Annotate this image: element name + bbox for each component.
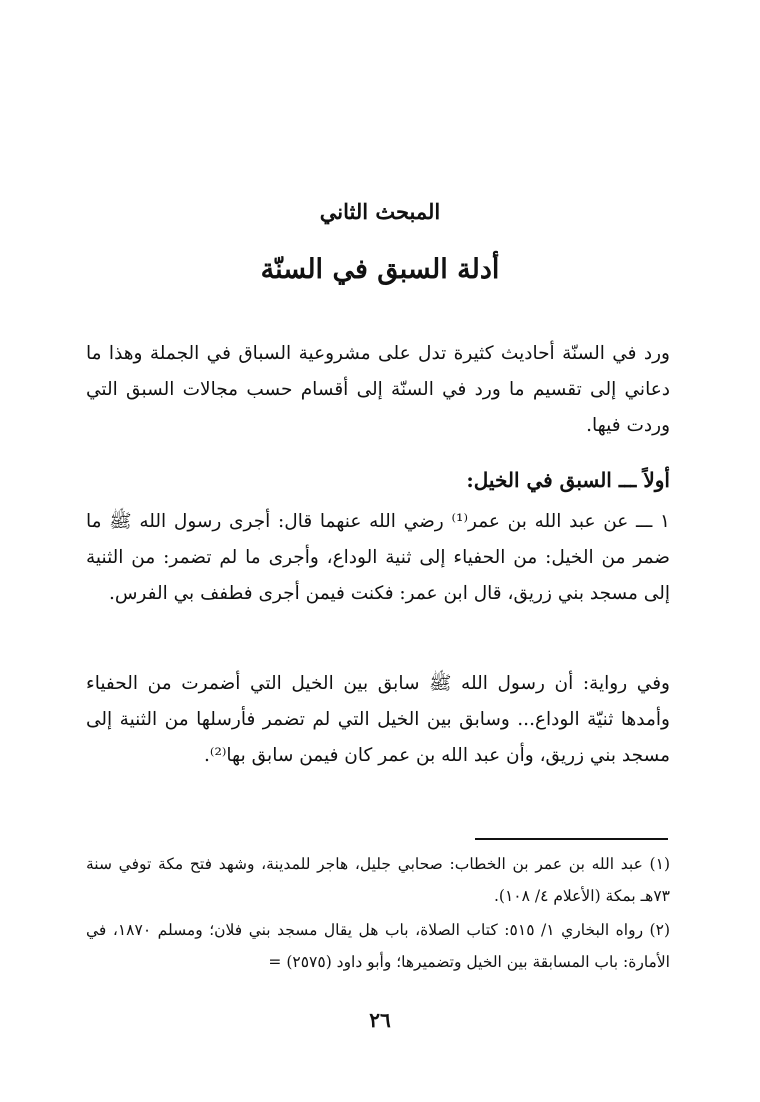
chapter-title: أدلة السبق في السنّة (260, 254, 500, 285)
section-heading: أولاً ـــ السبق في الخيل: (466, 468, 670, 492)
intro-paragraph: ورد في السنّة أحاديث كثيرة تدل على مشروعية السباق في الجملة وهذا ما دعاني إلى تقسيم ما ورد في السنّة إلى أقسام حسب مجالات السبق التي وردت فيها. (86, 343, 670, 436)
riwaya-paragraph: وفي رواية: أن رسول الله ﷺ سابق بين الخيل التي أضمرت من الحفياء وأمدها ثنيّة الوداع... وسابق بين الخيل التي لم تضمر فأرسلها من الثنية إلى مسجد بني زريق، وأن عبد الله بن عمر كان فيمن سابق بها⁽²⁾. (86, 673, 670, 766)
chapter-label: المبحث الثاني (319, 199, 441, 224)
page-number: ٢٦ (369, 1008, 391, 1032)
footnote-1: (١) عبد الله بن عمر بن الخطاب: صحابي جليل، هاجر للمدينة، وشهد فتح مكة توفي سنة ٧٣هـ بمكة (الأعلام ٤/ ١٠٨). (86, 855, 670, 905)
footnote-2: (٢) رواه البخاري ١/ ٥١٥: كتاب الصلاة، باب هل يقال مسجد بني فلان؛ ومسلم ١٨٧٠، في الأمارة: باب المسابقة بين الخيل وتضميرها؛ وأبو داود (٢٥٧٥) = (86, 921, 670, 971)
hadith-paragraph: ١ ـــ عن عبد الله بن عمر⁽¹⁾ رضي الله عنهما قال: أجرى رسول الله ﷺ ما ضمر من الخيل: من الحفياء إلى ثنية الوداع، وأجرى ما لم تضمر: من الثنية إلى مسجد بني زريق، قال ابن عمر: فكنت فيمن أجرى فطفف بي الفرس. (86, 511, 670, 604)
footnote-separator (475, 838, 668, 840)
